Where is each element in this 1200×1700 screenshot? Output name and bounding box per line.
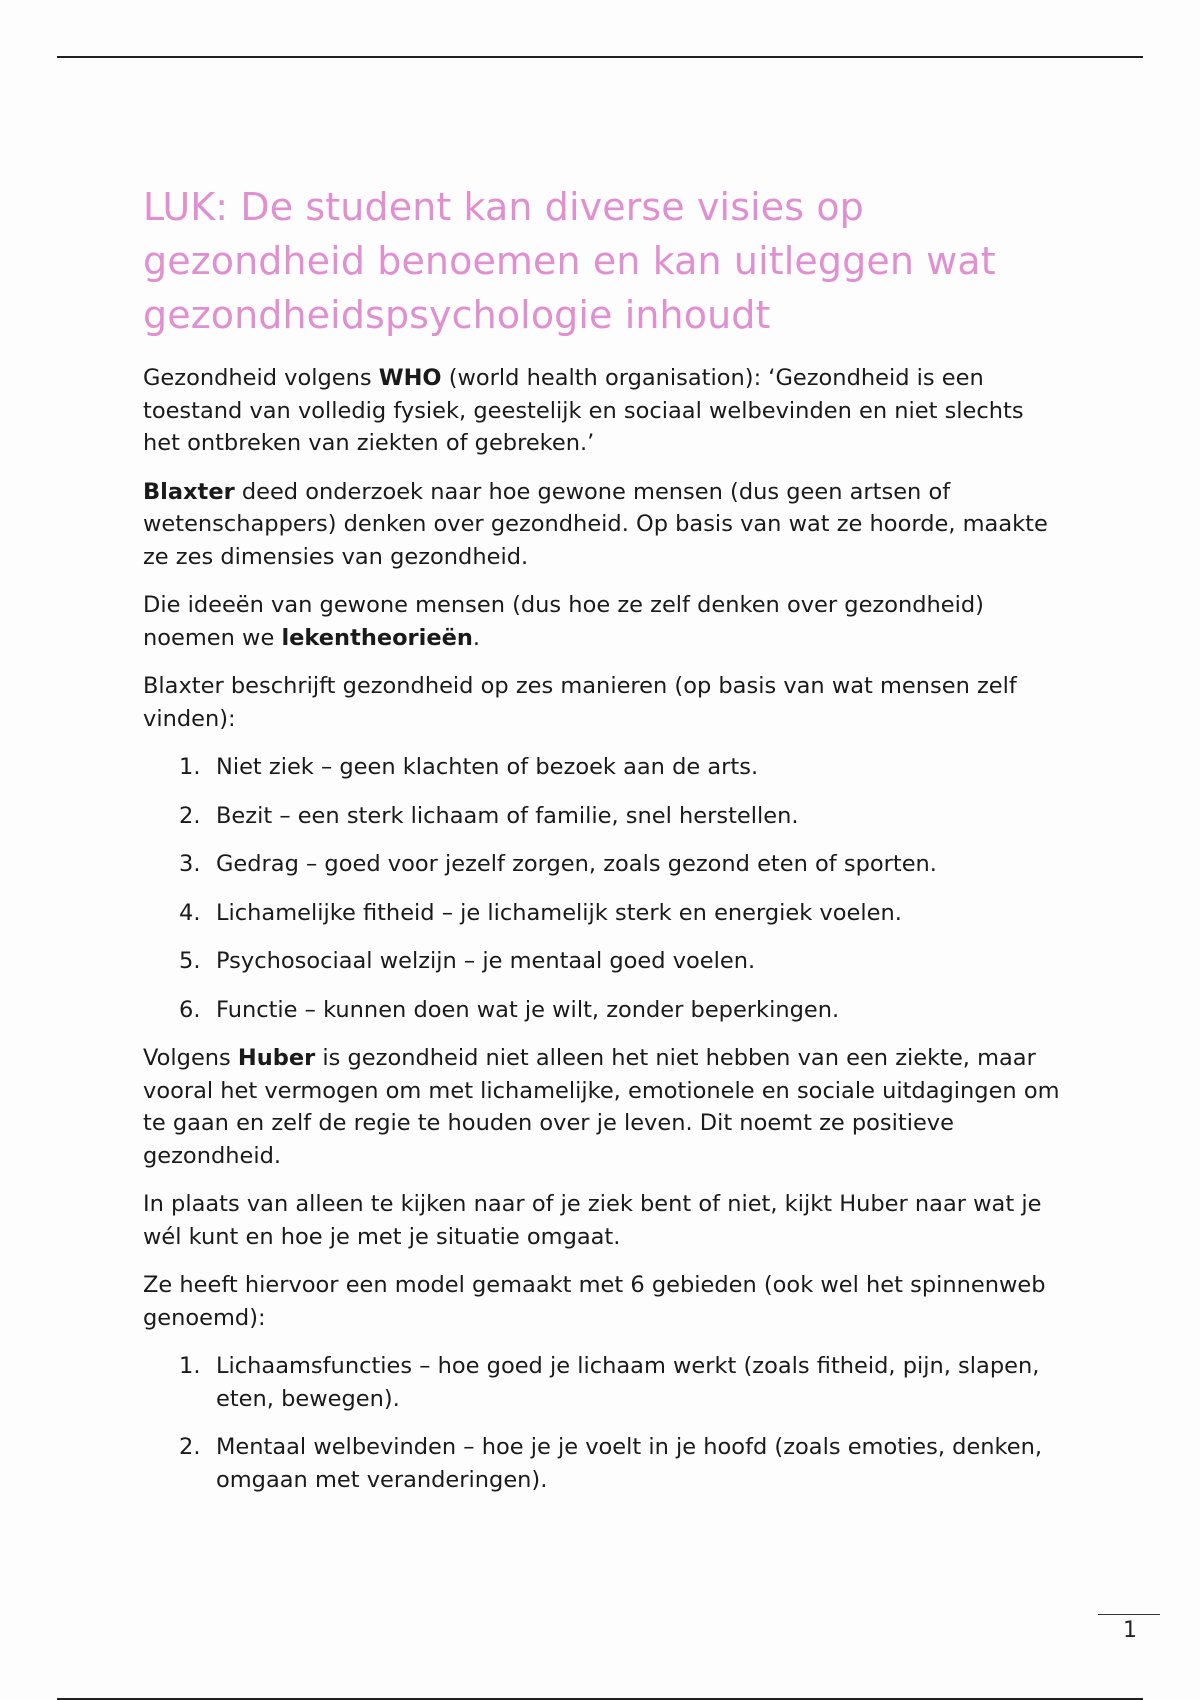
list-item-text: Mentaal welbevinden – hoe je je voelt in je hoofd (zoals emoties, denken, omgaan met veranderingen). [216, 1434, 1043, 1493]
list-item [143, 1431, 1063, 1496]
list-item-text: Gedrag – goed voor jezelf zorgen, zoals gezond eten of sporten. [216, 851, 937, 877]
paragraph-who [143, 362, 1063, 460]
list-item-number: 5. [179, 948, 201, 974]
list-item-text: Niet ziek – geen klachten of bezoek aan de arts. [216, 754, 759, 780]
paragraph-huber-focus: In plaats van alleen te kijken naar of je ziek bent of niet, kijkt Huber naar wat je wél kunt en hoe je met je situatie omgaat. [143, 1191, 1042, 1250]
paragraph-who-post: (world health organisation): ‘Gezondheid is een toestand van volledig fysiek, geestelijk en sociaal welbevinden en niet slechts het ontbreken van ziekten of gebreken.’ [143, 365, 1024, 456]
page-number: 1 [1123, 1618, 1137, 1643]
list-item-number: 2. [179, 802, 201, 829]
list-item [143, 800, 1063, 833]
term-blaxter: Blaxter [143, 478, 235, 505]
blaxter-dimensions-list [143, 751, 1063, 1026]
paragraph-blaxter-post: deed onderzoek naar hoe gewone mensen (dus geen artsen of wetenschappers) denken over gezondheid. Op basis van wat ze hoorde, maakte ze zes dimensies van gezondheid. [143, 478, 1048, 570]
paragraph-lekentheorieen [143, 589, 1063, 654]
list-item-number: 3. [179, 851, 201, 877]
paragraph-lekentheorieen-post: . [472, 624, 481, 651]
list-item [143, 1350, 1063, 1415]
list-item [143, 751, 1063, 784]
list-item [143, 848, 1063, 881]
list-item-text: Lichamelijke fitheid – je lichamelijk sterk en energiek voelen. [216, 899, 902, 926]
list-item-number: 4. [179, 899, 201, 926]
list-item [143, 897, 1063, 930]
page-title: LUK: De student kan diverse visies op gezondheid benoemen en kan uitleggen wat gezondheidspsychologie inhoudt [143, 185, 996, 337]
list-item [143, 994, 1063, 1027]
paragraph-huber-pre: Volgens [143, 1045, 238, 1071]
list-item [143, 945, 1063, 978]
paragraph-blaxter-intro: Blaxter beschrijft gezondheid op zes manieren (op basis van wat mensen zelf vinden): [143, 673, 1017, 732]
paragraph-spinnenweb-intro: Ze heeft hiervoor een model gemaakt met 6 gebieden (ook wel het spinnenweb genoemd): [143, 1272, 1046, 1331]
list-item-number: 1. [179, 1353, 201, 1379]
document-body [143, 180, 1063, 1512]
paragraph-huber-post: is gezondheid niet alleen het niet hebben van een ziekte, maar vooral het vermogen om met lichamelijke, emotionele en sociale uitdagingen om te gaan en zelf de regie te houden over je leven. Dit noemt ze positieve gezondheid. [143, 1045, 1060, 1169]
list-item-number: 1. [179, 754, 201, 780]
list-item-text: Bezit – een sterk lichaam of familie, snel herstellen. [216, 802, 799, 829]
huber-domains-list [143, 1350, 1063, 1496]
paragraph-who-pre: Gezondheid volgens [143, 365, 379, 391]
list-item-number: 2. [179, 1434, 201, 1460]
paragraph-huber [143, 1042, 1063, 1172]
header-rule [57, 56, 1143, 58]
term-huber: Huber [237, 1045, 316, 1071]
list-item-text: Functie – kunnen doen wat je wilt, zonder beperkingen. [216, 996, 840, 1023]
list-item-number: 6. [179, 996, 201, 1023]
paragraph-lekentheorieen-pre: Die ideeën van gewone mensen (dus hoe ze zelf denken over gezondheid) noemen we [143, 592, 984, 651]
term-who: WHO [378, 365, 442, 391]
term-lekentheorieen: lekentheorieën [281, 624, 473, 651]
list-item-text: Psychosociaal welzijn – je mentaal goed voelen. [216, 948, 756, 974]
list-item-text: Lichaamsfuncties – hoe goed je lichaam werkt (zoals fitheid, pijn, slapen, eten, bewegen). [216, 1353, 1040, 1412]
paragraph-blaxter [143, 476, 1063, 574]
